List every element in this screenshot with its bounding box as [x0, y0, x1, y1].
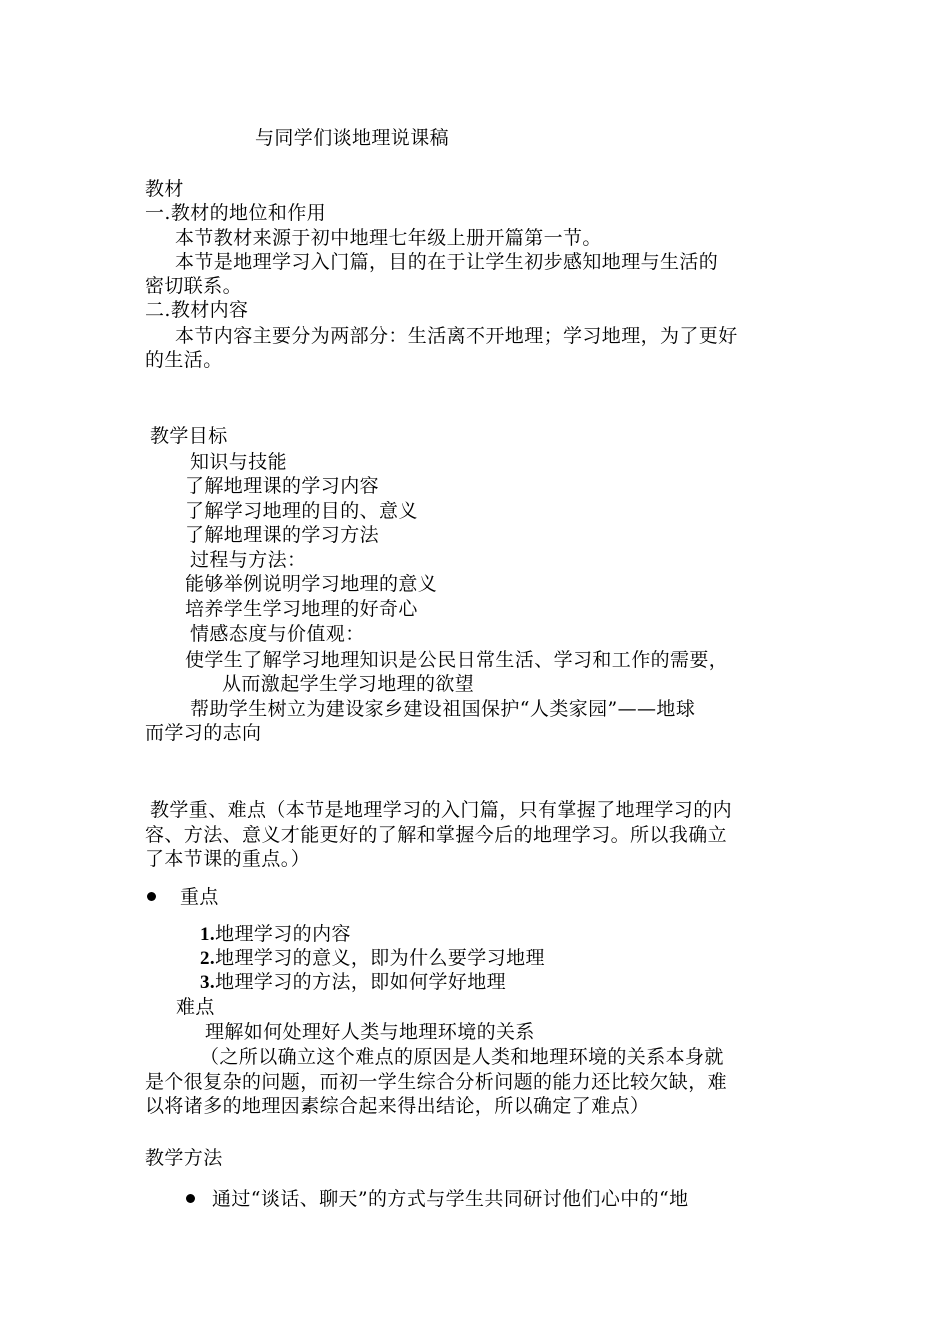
subsection-heading-content: 二.教材内容	[145, 299, 249, 321]
paragraph-continued: 的生活。	[145, 349, 223, 371]
list-item	[200, 922, 870, 947]
list-item: 通过“谈话、聊天”的方式与学生共同研讨他们心中的“地	[212, 1188, 689, 1210]
list-item-text: 地理学习的内容	[215, 923, 351, 945]
bullet-icon	[147, 892, 156, 901]
objective-item-continued: 而学习的志向	[145, 722, 262, 744]
bullet-icon	[186, 1194, 195, 1203]
list-item-number: 2.	[200, 948, 216, 969]
section-heading-objectives: 教学目标	[150, 425, 228, 447]
list-item	[200, 970, 870, 995]
paragraph: （之所以确立这个难点的原因是人类和地理环境的关系本身就	[200, 1046, 724, 1068]
objective-item: 了解地理课的学习内容	[185, 475, 380, 497]
difficult-point-label: 难点	[176, 996, 215, 1018]
section-heading-textbook: 教材	[145, 178, 184, 200]
paragraph: 本节教材来源于初中地理七年级上册开篇第一节。	[175, 227, 602, 249]
list-item-text: 地理学习的方法，即如何学好地理	[215, 971, 507, 993]
paragraph-continued: 了本节课的重点。）	[145, 848, 311, 870]
objective-category: 知识与技能	[190, 451, 288, 473]
list-item	[200, 946, 870, 971]
list-item-text: 地理学习的意义，即为什么要学习地理	[215, 947, 545, 969]
objective-item: 帮助学生树立为建设家乡建设祖国保护“人类家园”——地球	[190, 698, 696, 720]
paragraph-continued: 以将诸多的地理因素综合起来得出结论，所以确定了难点）	[145, 1095, 650, 1117]
subsection-heading-position: 一.教材的地位和作用	[145, 202, 327, 224]
paragraph-continued: 容、方法、意义才能更好的了解和掌握今后的地理学习。所以我确立	[145, 824, 728, 846]
objective-item: 培养学生学习地理的好奇心	[185, 598, 418, 620]
objective-item-continued: 从而激起学生学习地理的欲望	[222, 673, 475, 695]
paragraph: 理解如何处理好人类与地理环境的关系	[205, 1021, 535, 1043]
objective-category: 过程与方法：	[190, 549, 307, 571]
list-item-number: 1.	[200, 924, 216, 945]
paragraph: 本节内容主要分为两部分：生活离不开地理；学习地理，为了更好	[175, 325, 738, 347]
objective-item: 了解地理课的学习方法	[185, 524, 380, 546]
objective-item: 使学生了解学习地理知识是公民日常生活、学习和工作的需要，	[185, 649, 729, 671]
paragraph: 本节是地理学习入门篇，目的在于让学生初步感知地理与生活的	[175, 251, 719, 273]
paragraph-continued: 是个很复杂的问题，而初一学生综合分析问题的能力还比较欠缺，难	[145, 1071, 728, 1093]
list-item-number: 3.	[200, 972, 216, 993]
objective-item: 能够举例说明学习地理的意义	[185, 573, 438, 595]
objective-item: 了解学习地理的目的、意义	[185, 500, 418, 522]
objective-category: 情感态度与价值观：	[190, 623, 365, 645]
paragraph-continued: 密切联系。	[145, 275, 243, 297]
section-heading-keypoints: 教学重、难点（本节是地理学习的入门篇，只有掌握了地理学习的内	[150, 799, 733, 821]
document-title: 与同学们谈地理说课稿	[255, 127, 450, 149]
section-heading-methods: 教学方法	[145, 1147, 223, 1169]
key-point-label: 重点	[180, 886, 219, 908]
